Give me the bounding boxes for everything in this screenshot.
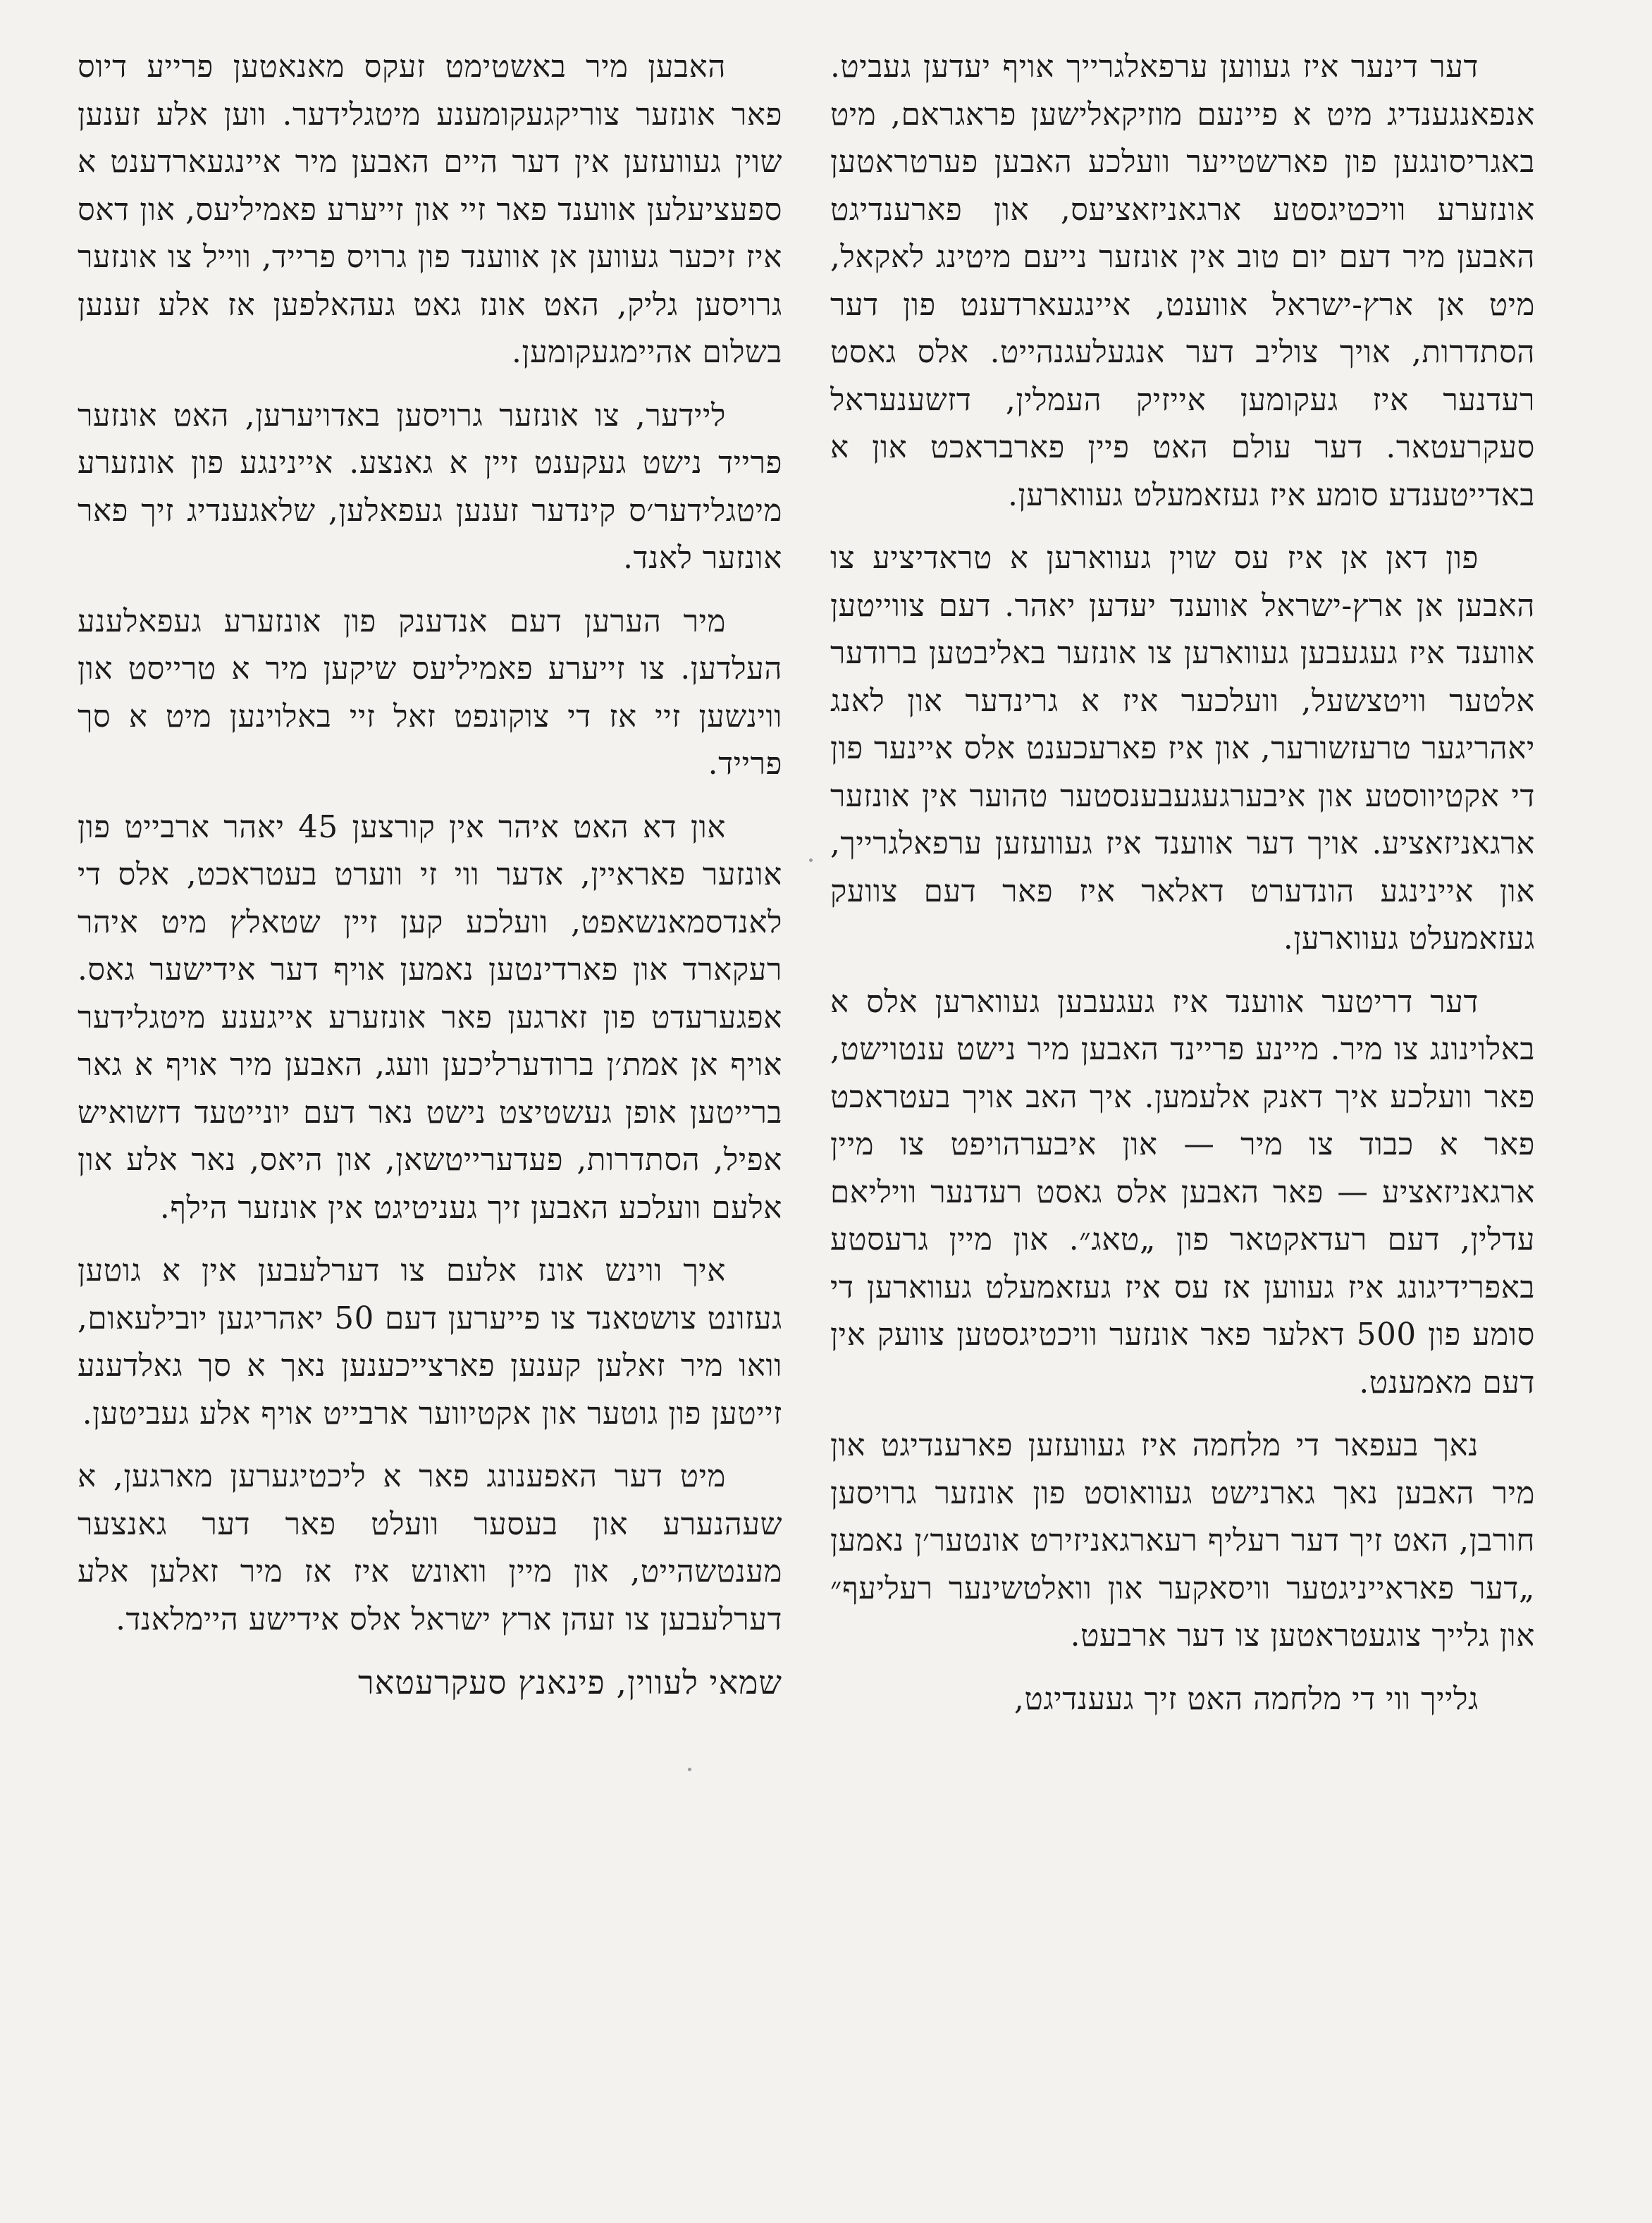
paragraph: דער דינער איז געווען ערפאלגרייך אויף יעדען געביט. אנפאנגענדיג מיט א פיינעם מוזיקאלישען פראגראם, מיט באגריסונגען פון פארשטייער וועלכע האבען פערטראטען אונזערע וויכטיגסטע ארגאניזאציעס, און פארענדיגט האבען מיר דעם יום טוב אין אונזער נייעם מיטינג לאקאל, מיט אן ארץ-ישראל אווענט, איינגעארדענט פון דער הסתדרות, אויך צוליב דער אנגעלעגנהייט. אלס גאסט רעדנער איז געקומען אייזיק העמלין, דזשענעראל סעקרעטאר. דער עולם האט פיין פארבראכט און א באדייטענדע סומע איז געזאמעלט געווארען.	[830, 49, 1535, 513]
paragraph: און דא האט איהר אין קורצען 45 יאהר ארבייט פון אונזער פאראיין, אדער ווי זי ווערט בעטראכט, אלס די לאנדסמאנשאפט, וועלכע קען זיין שטאלץ מיט איהר רעקארד און פארדינטען נאמען אויף דער אידישער גאס. אפגערעדט פון זארגען פאר אונזערע אייגענע מיטגלידער אויף אן אמת׳ן ברודערליכען וועג, האבען מיר אויף א גאר ברייטען אופן געשטיצט נישט נאר דעם יונייטעד דזשואיש אפיל, הסתדרות, פעדערייטשאן, און היאס, נאר אלע און אלעם וועלכע האבען זיך געניטיגט אין אונזער הילף.	[78, 809, 782, 1226]
left-text-column	[78, 44, 782, 2186]
paragraph: דער דריטער אווענד איז געגעבען געווארען אלס א באלוינונג צו מיר. מיינע פריינד האבען מיר נישט ענטוישט, פאר וועלכע איך דאנק אלעמען. איך האב אויך בעטראכט פאר א כבוד צו מיר — און איבערהויפט צו מיין ארגאניזאציע — פאר האבען אלס גאסט רעדנער וויליאם עדלין, דעם רעדאקטאר פון „טאג״. און מיין גרעסטע באפרידיגונג איז געווען אז עס איז געזאמעלט געווארען די סומע פון 500 דאלער פאר אונזער וויכטיגסטען צוועק אין דעם מאמענט.	[830, 984, 1535, 1400]
paragraph: ליידער, צו אונזער גרויסען באדויערען, האט אונזער פרייד נישט געקענט זיין א גאנצע. איינינגע פון אונזערע מיטגלידער׳ס קינדער זענען געפאלען, שלאגענדיג זיך פאר אונזער לאנד.	[78, 398, 782, 576]
signature-line: שמאי לעווין, פינאנץ סעקרעטאר	[358, 1663, 782, 1701]
paragraph: מיט דער האפענונג פאר א ליכטיגערען מארגען, א שעהנערע און בעסער וועלט פאר דער גאנצער מענטשהייט, און מיין וואונש איז אז מיר זאלען אלע דערלעבען צו זעהן ארץ ישראל אלס אידישע היימלאנד.	[78, 1459, 782, 1637]
paper-speck	[688, 1768, 691, 1771]
paragraph: גלייך ווי די מלחמה האט זיך געענדיגט,	[1014, 1681, 1479, 1717]
paragraph: מיר הערען דעם אנדענק פון אונזערע געפאלענע העלדען. צו זייערע פאמיליעס שיקען מיר א טרייסט און ווינשען זיי אז די צוקונפט זאל זיי באלוינען מיט א סך פרייד.	[78, 603, 782, 782]
paragraph: האבען מיר באשטימט זעקס מאנאטען פרייע דיוס פאר אונזער צוריקגעקומענע מיטגלידער. ווען אלע זענען שוין געוועזען אין דער היים האבען מיר איינגעארדענט א ספעציעלען אווענד פאר זיי און זייערע פאמיליעס, און דאס איז זיכער געווען אן אווענד פון גרויס פרייד, ווייל צו אונזער גרויסען גליק, האט אונז גאט געהאלפען אז אלע זענען בשלום אהיימגעקומען.	[78, 49, 782, 370]
paragraph: נאך בעפאר די מלחמה איז געוועזען פארענדיגט און מיר האבען נאך גארנישט געוואוסט פון אונזער גרויסען חורבן, האט זיך דער רעליף רעארגאניזירט אונטער׳ן נאמען „דער פאראייניגטער וויסאקער און וואלטשינער רעליעף״ און גלייך צוגעטראטען צו דער ארבעט.	[830, 1428, 1535, 1654]
right-text-column	[830, 44, 1535, 2186]
paper-speck	[809, 858, 813, 862]
paragraph: פון דאן אן איז עס שוין געווארען א טראדיציע צו האבען אן ארץ-ישראל אווענד יעדען יאהר. דעם צווייטען אווענד איז געגעבען געווארען צו אונזער באליבטען ברודער אלטער וויטצשעל, וועלכער איז א גרינדער און לאנג יאהריגער טרעזשורער, און איז פארעכענט אלס איינער פון די אקטיווסטע און איבערגעגעבענסטער טהוער אין אונזער ארגאניזאציע. אויך דער אווענד איז געוועזען ערפאלגרייך, און איינינגע הונדערט דאלאר איז פאר דעם צוועק געזאמעלט געווארען.	[830, 541, 1535, 956]
paragraph: איך ווינש אונז אלעם צו דערלעבען אין א גוטען געזונט צושטאנד צו פייערען דעם 50 יאהריגען יובילעאום, וואו מיר זאלען קענען פארצייכענען נאך א סך גאלדענע זייטען פון גוטער און אקטיווער ארבייט אויף אלע געביטען.	[78, 1253, 782, 1431]
